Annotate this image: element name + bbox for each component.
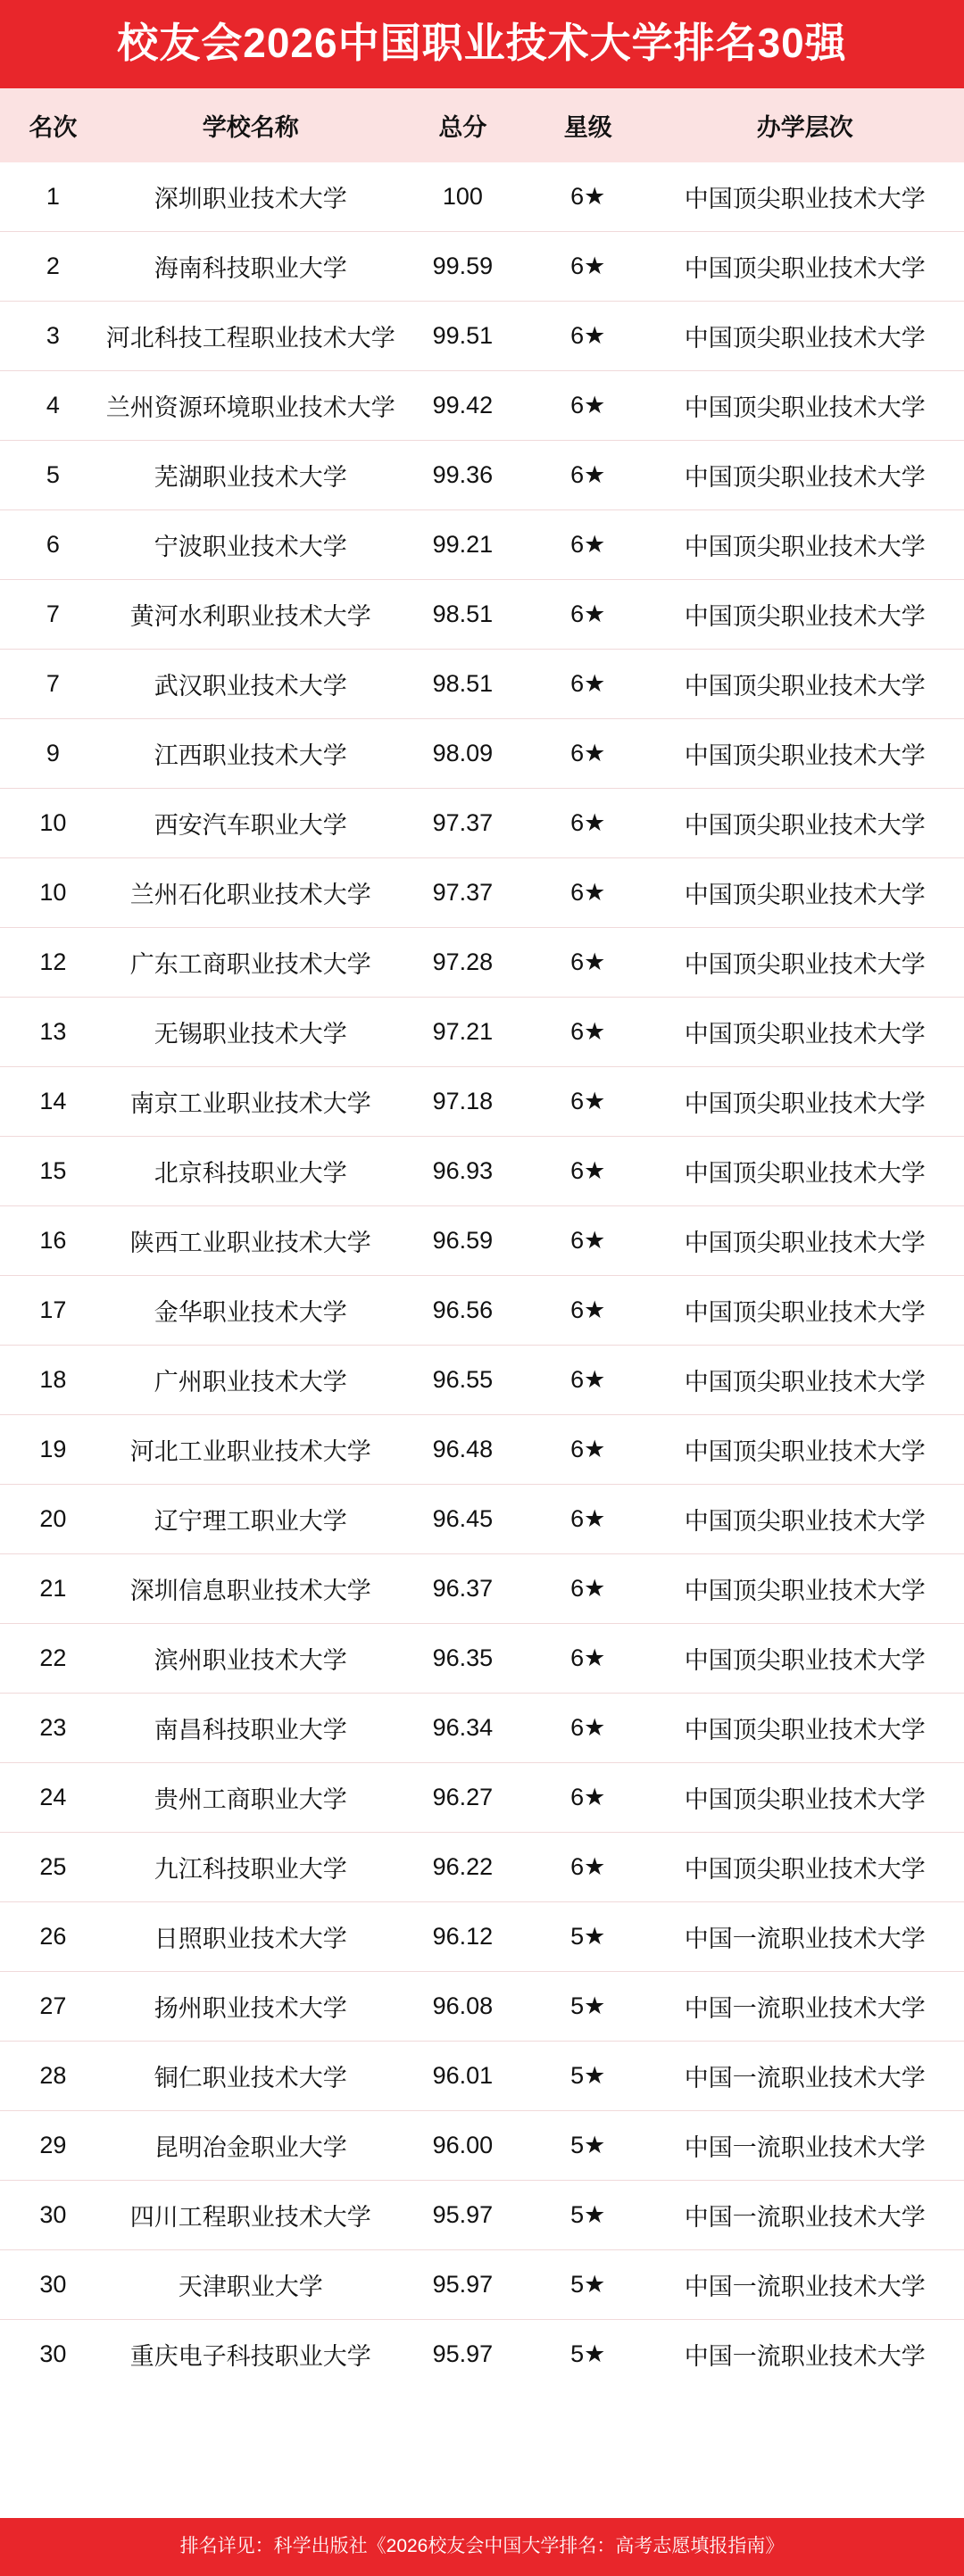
cell-total-score: 99.59 <box>395 231 530 301</box>
cell-level: 中国顶尖职业技术大学 <box>646 1136 964 1205</box>
cell-university-name: 兰州资源环境职业技术大学 <box>106 370 395 440</box>
cell-level: 中国顶尖职业技术大学 <box>646 1066 964 1136</box>
cell-rank: 3 <box>0 301 106 370</box>
cell-total-score: 95.97 <box>395 2180 530 2249</box>
cell-star-rating: 6★ <box>530 1275 646 1345</box>
cell-total-score: 96.37 <box>395 1553 530 1623</box>
cell-university-name: 河北工业职业技术大学 <box>106 1414 395 1484</box>
cell-rank: 17 <box>0 1275 106 1345</box>
cell-total-score: 99.21 <box>395 509 530 579</box>
page-title: 校友会2026中国职业技术大学排名30强 <box>0 0 964 88</box>
cell-star-rating: 6★ <box>530 301 646 370</box>
column-header-level: 办学层次 <box>646 88 964 162</box>
cell-level: 中国顶尖职业技术大学 <box>646 579 964 649</box>
cell-total-score: 96.59 <box>395 1205 530 1275</box>
cell-university-name: 南京工业职业技术大学 <box>106 1066 395 1136</box>
cell-level: 中国顶尖职业技术大学 <box>646 231 964 301</box>
table-row <box>0 1623 964 1693</box>
cell-university-name: 九江科技职业大学 <box>106 1832 395 1901</box>
cell-star-rating: 6★ <box>530 1136 646 1205</box>
cell-university-name: 滨州职业技术大学 <box>106 1623 395 1693</box>
cell-rank: 30 <box>39 2340 67 2367</box>
cell-star-rating: 6★ <box>530 1414 646 1484</box>
cell-rank: 30 <box>0 2249 106 2319</box>
cell-total-score: 97.21 <box>395 997 530 1066</box>
cell-star-rating: 6★ <box>530 788 646 857</box>
cell-total-score: 95.97 <box>432 2340 494 2367</box>
content-spacer <box>0 2389 964 2518</box>
cell-university-name: 重庆电子科技职业大学 <box>129 2342 371 2370</box>
cell-rank: 4 <box>0 370 106 440</box>
cell-star-rating: 6★ <box>530 440 646 509</box>
cell-star-rating: 6★ <box>530 927 646 997</box>
cell-level: 中国顶尖职业技术大学 <box>646 1553 964 1623</box>
cell-university-name: 宁波职业技术大学 <box>106 509 395 579</box>
cell-rank: 10 <box>0 788 106 857</box>
table-row <box>0 2249 964 2319</box>
column-header-name: 学校名称 <box>106 88 395 162</box>
cell-total-score: 95.97 <box>395 2249 530 2319</box>
cell-total-score: 98.51 <box>395 649 530 718</box>
table-row <box>0 1136 964 1205</box>
cell-level: 中国顶尖职业技术大学 <box>646 997 964 1066</box>
table-row <box>0 231 964 301</box>
cell-university-name: 芜湖职业技术大学 <box>106 440 395 509</box>
table-row <box>0 788 964 857</box>
cell-total-score: 96.56 <box>395 1275 530 1345</box>
cell-rank: 14 <box>0 1066 106 1136</box>
cell-level: 中国顶尖职业技术大学 <box>646 1205 964 1275</box>
cell-rank: 21 <box>0 1553 106 1623</box>
cell-university-name: 金华职业技术大学 <box>106 1275 395 1345</box>
cell-level: 中国顶尖职业技术大学 <box>646 509 964 579</box>
cell-total-score: 99.51 <box>395 301 530 370</box>
cell-star-rating: 5★ <box>570 2340 606 2367</box>
cell-level: 中国顶尖职业技术大学 <box>646 1762 964 1832</box>
cell-total-score: 97.37 <box>395 857 530 927</box>
cell-rank: 9 <box>0 718 106 788</box>
table-header-row <box>0 88 964 162</box>
table-row <box>0 1066 964 1136</box>
cell-total-score: 98.51 <box>395 579 530 649</box>
cell-rank: 7 <box>0 579 106 649</box>
cell-total-score: 97.18 <box>395 1066 530 1136</box>
cell-university-name: 广东工商职业技术大学 <box>106 927 395 997</box>
cell-rank: 16 <box>0 1205 106 1275</box>
column-header-star: 星级 <box>530 88 646 162</box>
cell-university-name: 陕西工业职业技术大学 <box>106 1205 395 1275</box>
cell-university-name: 兰州石化职业技术大学 <box>106 857 395 927</box>
cell-total-score: 96.45 <box>395 1484 530 1553</box>
cell-total-score: 96.34 <box>395 1693 530 1762</box>
table-row <box>0 1762 964 1832</box>
cell-university-name: 辽宁理工职业大学 <box>106 1484 395 1553</box>
cell-star-rating: 6★ <box>530 1693 646 1762</box>
cell-level: 中国顶尖职业技术大学 <box>646 857 964 927</box>
cell-star-rating: 6★ <box>530 1345 646 1414</box>
cell-university-name: 黄河水利职业技术大学 <box>106 579 395 649</box>
cell-level: 中国顶尖职业技术大学 <box>646 718 964 788</box>
cell-level: 中国顶尖职业技术大学 <box>646 1623 964 1693</box>
cell-star-rating: 6★ <box>530 370 646 440</box>
table-row <box>0 2319 964 2389</box>
cell-rank: 6 <box>0 509 106 579</box>
table-row <box>0 1693 964 1762</box>
cell-level: 中国顶尖职业技术大学 <box>646 370 964 440</box>
cell-star-rating: 6★ <box>530 509 646 579</box>
cell-level: 中国一流职业技术大学 <box>684 2342 926 2370</box>
cell-level: 中国一流职业技术大学 <box>646 2041 964 2110</box>
cell-total-score: 96.35 <box>395 1623 530 1693</box>
cell-total-score: 97.37 <box>395 788 530 857</box>
cell-level: 中国顶尖职业技术大学 <box>646 1414 964 1484</box>
cell-rank: 27 <box>0 1971 106 2041</box>
table-row <box>0 2110 964 2180</box>
table-row <box>0 1345 964 1414</box>
cell-level: 中国顶尖职业技术大学 <box>646 1693 964 1762</box>
cell-total-score: 96.08 <box>395 1971 530 2041</box>
cell-level: 中国顶尖职业技术大学 <box>646 788 964 857</box>
cell-university-name: 南昌科技职业大学 <box>106 1693 395 1762</box>
cell-university-name: 西安汽车职业大学 <box>106 788 395 857</box>
cell-level: 中国顶尖职业技术大学 <box>646 1275 964 1345</box>
table-row <box>0 1971 964 2041</box>
cell-star-rating: 6★ <box>530 1623 646 1693</box>
table-row <box>0 509 964 579</box>
cell-rank: 20 <box>0 1484 106 1553</box>
cell-star-rating: 6★ <box>530 1484 646 1553</box>
cell-university-name: 深圳信息职业技术大学 <box>106 1553 395 1623</box>
cell-university-name: 江西职业技术大学 <box>106 718 395 788</box>
cell-total-score: 97.28 <box>395 927 530 997</box>
cell-star-rating: 6★ <box>530 231 646 301</box>
cell-total-score: 99.36 <box>395 440 530 509</box>
cell-rank: 18 <box>0 1345 106 1414</box>
cell-university-name: 河北科技工程职业技术大学 <box>106 301 395 370</box>
cell-rank: 2 <box>0 231 106 301</box>
cell-rank: 25 <box>0 1832 106 1901</box>
cell-star-rating: 6★ <box>530 649 646 718</box>
cell-university-name: 海南科技职业大学 <box>106 231 395 301</box>
table-row <box>0 857 964 927</box>
table-row <box>0 2180 964 2249</box>
cell-total-score: 96.22 <box>395 1832 530 1901</box>
cell-university-name: 铜仁职业技术大学 <box>106 2041 395 2110</box>
table-row <box>0 1901 964 1971</box>
column-header-score: 总分 <box>395 88 530 162</box>
cell-star-rating: 6★ <box>530 1066 646 1136</box>
cell-star-rating: 5★ <box>530 1901 646 1971</box>
cell-university-name: 武汉职业技术大学 <box>106 649 395 718</box>
table-row <box>0 1275 964 1345</box>
cell-university-name: 深圳职业技术大学 <box>106 162 395 232</box>
table-row <box>0 927 964 997</box>
column-header-rank: 名次 <box>0 88 106 162</box>
table-row <box>0 301 964 370</box>
cell-rank: 12 <box>0 927 106 997</box>
cell-star-rating: 5★ <box>530 2249 646 2319</box>
cell-rank: 30 <box>0 2180 106 2249</box>
cell-rank: 7 <box>0 649 106 718</box>
cell-total-score: 96.48 <box>395 1414 530 1484</box>
cell-rank: 10 <box>0 857 106 927</box>
cell-level: 中国顶尖职业技术大学 <box>646 1345 964 1414</box>
cell-total-score: 96.00 <box>395 2110 530 2180</box>
cell-total-score: 96.27 <box>395 1762 530 1832</box>
table-row <box>0 1414 964 1484</box>
footer-note: 排名详见：科学出版社《2026校友会中国大学排名：高考志愿填报指南》 <box>0 2518 964 2576</box>
cell-level: 中国顶尖职业技术大学 <box>646 440 964 509</box>
cell-level: 中国一流职业技术大学 <box>646 1971 964 2041</box>
table-row <box>0 718 964 788</box>
cell-rank: 19 <box>0 1414 106 1484</box>
table-row <box>0 997 964 1066</box>
table-row <box>0 2041 964 2110</box>
cell-level: 中国一流职业技术大学 <box>646 2249 964 2319</box>
cell-total-score: 96.12 <box>395 1901 530 1971</box>
ranking-table <box>0 88 964 2389</box>
cell-star-rating: 6★ <box>530 857 646 927</box>
table-row <box>0 440 964 509</box>
cell-total-score: 96.55 <box>395 1345 530 1414</box>
cell-total-score: 100 <box>395 162 530 232</box>
cell-rank: 15 <box>0 1136 106 1205</box>
cell-star-rating: 6★ <box>530 1762 646 1832</box>
cell-level: 中国顶尖职业技术大学 <box>646 1484 964 1553</box>
cell-university-name: 广州职业技术大学 <box>106 1345 395 1414</box>
cell-rank: 5 <box>0 440 106 509</box>
cell-star-rating: 6★ <box>530 1553 646 1623</box>
table-row <box>0 1553 964 1623</box>
cell-level: 中国顶尖职业技术大学 <box>646 1832 964 1901</box>
cell-university-name: 四川工程职业技术大学 <box>106 2180 395 2249</box>
cell-level: 中国顶尖职业技术大学 <box>646 301 964 370</box>
cell-star-rating: 5★ <box>530 2041 646 2110</box>
table-row <box>0 162 964 232</box>
cell-university-name: 日照职业技术大学 <box>106 1901 395 1971</box>
cell-university-name: 贵州工商职业大学 <box>106 1762 395 1832</box>
cell-total-score: 99.42 <box>395 370 530 440</box>
cell-total-score: 98.09 <box>395 718 530 788</box>
table-row <box>0 1832 964 1901</box>
cell-rank: 29 <box>0 2110 106 2180</box>
cell-star-rating: 5★ <box>530 1971 646 2041</box>
table-row <box>0 1484 964 1553</box>
cell-star-rating: 6★ <box>530 162 646 232</box>
cell-university-name: 昆明冶金职业大学 <box>106 2110 395 2180</box>
cell-level: 中国一流职业技术大学 <box>646 2180 964 2249</box>
cell-star-rating: 6★ <box>530 997 646 1066</box>
table-row <box>0 579 964 649</box>
cell-star-rating: 6★ <box>530 579 646 649</box>
cell-level: 中国顶尖职业技术大学 <box>646 927 964 997</box>
cell-rank: 26 <box>0 1901 106 1971</box>
cell-total-score: 96.93 <box>395 1136 530 1205</box>
cell-star-rating: 6★ <box>530 1832 646 1901</box>
cell-rank: 23 <box>0 1693 106 1762</box>
table-row <box>0 1205 964 1275</box>
cell-level: 中国顶尖职业技术大学 <box>646 162 964 232</box>
cell-level: 中国顶尖职业技术大学 <box>646 649 964 718</box>
cell-rank: 1 <box>0 162 106 232</box>
table-row <box>0 649 964 718</box>
cell-rank: 28 <box>0 2041 106 2110</box>
cell-star-rating: 5★ <box>530 2110 646 2180</box>
cell-star-rating: 6★ <box>530 718 646 788</box>
cell-rank: 22 <box>0 1623 106 1693</box>
cell-rank: 13 <box>0 997 106 1066</box>
cell-rank: 24 <box>0 1762 106 1832</box>
cell-university-name: 北京科技职业大学 <box>106 1136 395 1205</box>
cell-university-name: 无锡职业技术大学 <box>106 997 395 1066</box>
cell-total-score: 96.01 <box>395 2041 530 2110</box>
cell-star-rating: 6★ <box>530 1205 646 1275</box>
cell-university-name: 天津职业大学 <box>106 2249 395 2319</box>
cell-star-rating: 5★ <box>530 2180 646 2249</box>
cell-level: 中国一流职业技术大学 <box>646 2110 964 2180</box>
cell-level: 中国一流职业技术大学 <box>646 1901 964 1971</box>
table-row <box>0 370 964 440</box>
cell-university-name: 扬州职业技术大学 <box>106 1971 395 2041</box>
